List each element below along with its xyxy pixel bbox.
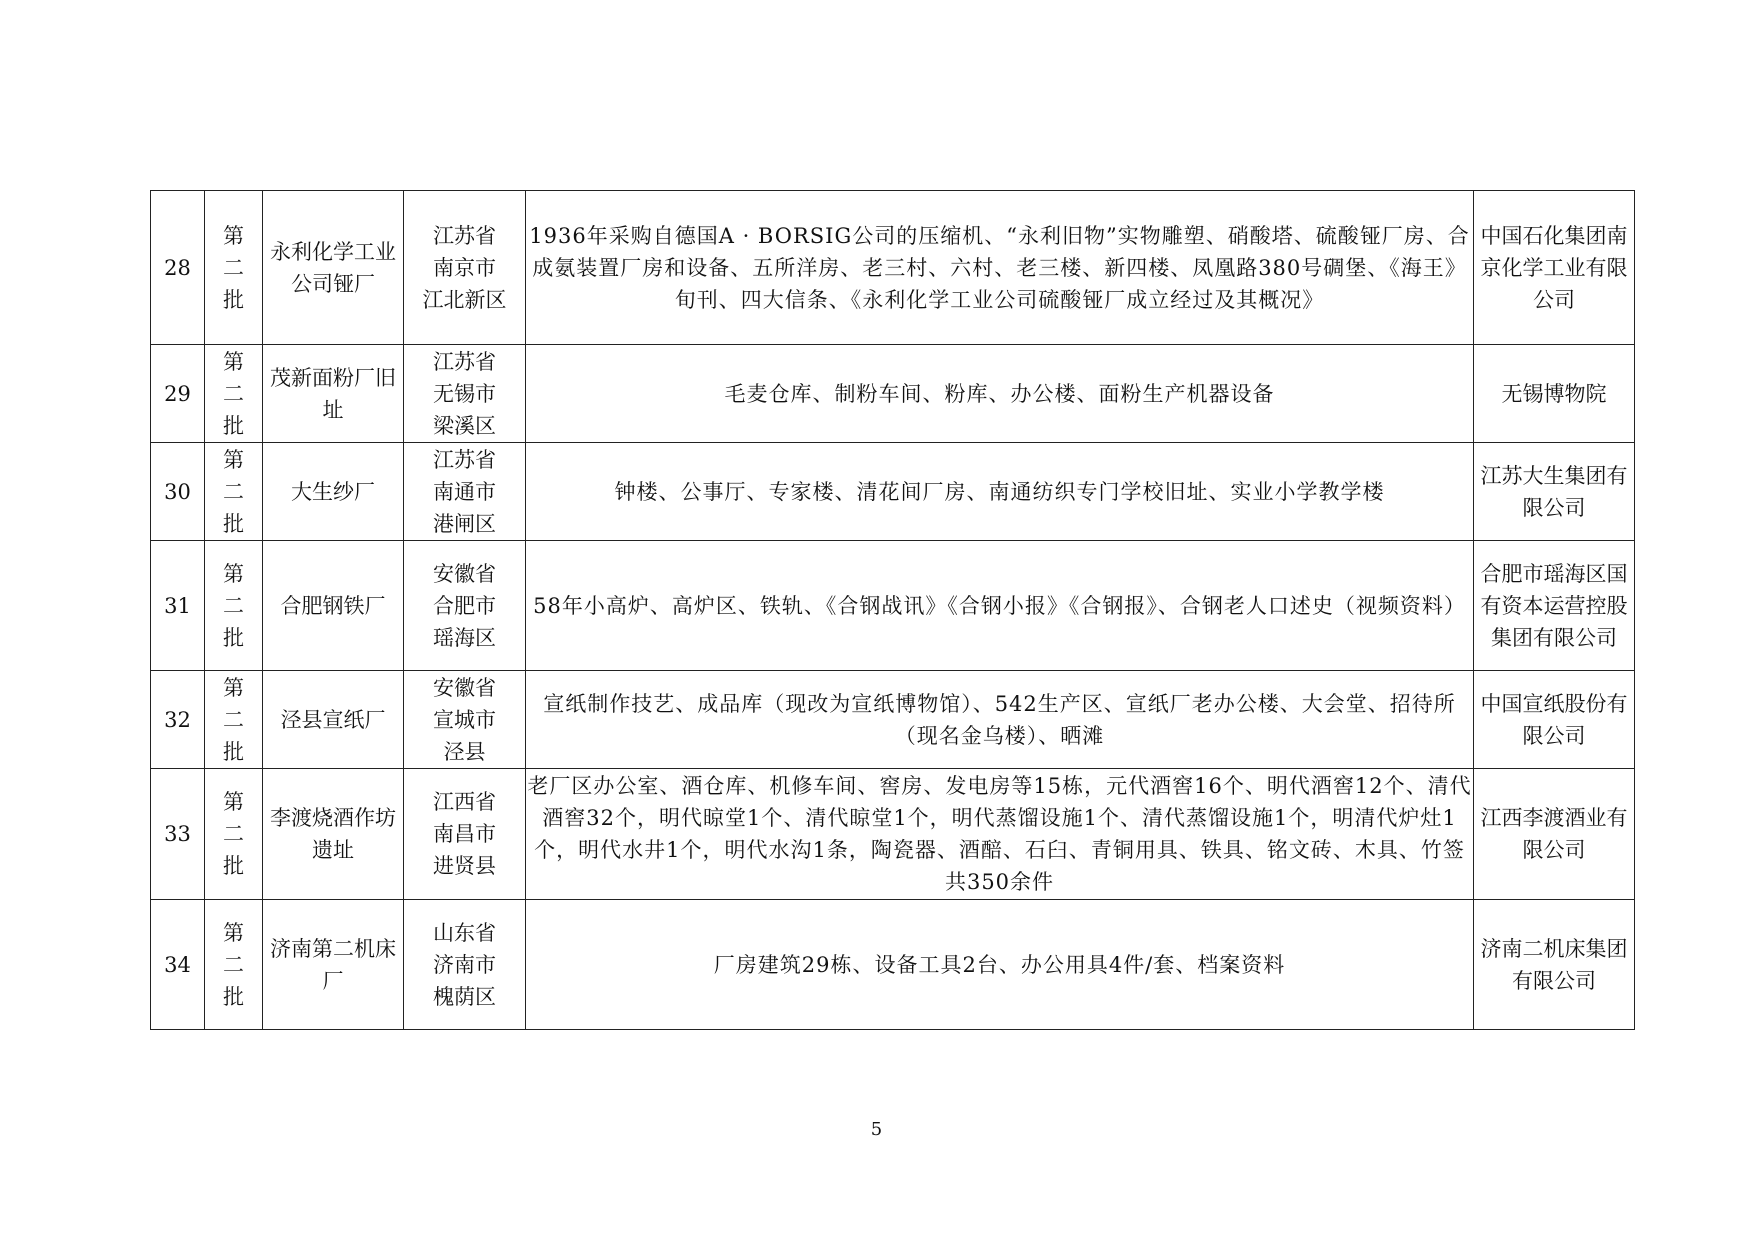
heritage-name: 永利化学工业公司铔厂 — [263, 191, 404, 345]
owner-unit: 合肥市瑶海区国有资本运营控股集团有限公司 — [1474, 541, 1635, 671]
owner-unit: 中国宣纸股份有限公司 — [1474, 671, 1635, 769]
location-text: 江苏省 — [433, 349, 496, 374]
location-text: 江苏省 — [433, 447, 496, 472]
table-row — [151, 769, 1635, 900]
batch-text: 第 — [223, 675, 244, 700]
owner-unit: 中国石化集团南京化学工业有限公司 — [1474, 191, 1635, 345]
location-text: 山东省 — [433, 920, 496, 945]
batch-text: 批 — [223, 511, 244, 536]
location-cell — [404, 671, 526, 769]
batch-text: 二 — [223, 822, 244, 846]
row-index: 34 — [151, 900, 205, 1030]
batch-text: 第 — [223, 349, 244, 374]
location-text: 瑶海区 — [433, 625, 496, 650]
owner-unit: 无锡博物院 — [1474, 345, 1635, 443]
location-text: 安徽省 — [433, 561, 496, 586]
location-text: 宣城市 — [433, 707, 496, 732]
heritage-items: 老厂区办公室、酒仓库、机修车间、窖房、发电房等15栋，元代酒窖16个、明代酒窖12个、清代酒窖32个，明代晾堂1个、清代晾堂1个，明代蒸馏设施1个、清代蒸馏设施1个，明清代炉灶1个，明代水井1个，明代水沟1条，陶瓷器、酒醅、石臼、青铜用具、铁具、铭文砖、木具、竹签共350余件 — [526, 769, 1474, 900]
batch-cell — [205, 443, 263, 541]
heritage-name: 济南第二机床厂 — [263, 900, 404, 1030]
batch-text: 批 — [223, 854, 244, 878]
location-text: 南昌市 — [433, 822, 496, 846]
batch-text: 批 — [223, 739, 244, 764]
batch-text: 二 — [223, 593, 244, 618]
table-body — [151, 191, 1635, 1030]
row-index: 31 — [151, 541, 205, 671]
batch-text: 二 — [223, 255, 244, 280]
row-index: 29 — [151, 345, 205, 443]
row-index: 30 — [151, 443, 205, 541]
industrial-heritage-table — [150, 190, 1635, 1030]
batch-text: 批 — [223, 413, 244, 438]
batch-cell — [205, 900, 263, 1030]
table-row — [151, 443, 1635, 541]
table-row — [151, 541, 1635, 671]
location-text: 梁溪区 — [433, 413, 496, 438]
heritage-name: 泾县宣纸厂 — [263, 671, 404, 769]
location-cell — [404, 769, 526, 900]
location-text: 槐荫区 — [433, 984, 496, 1009]
owner-unit: 江西李渡酒业有限公司 — [1474, 769, 1635, 900]
table-row — [151, 671, 1635, 769]
location-text: 合肥市 — [433, 593, 496, 618]
location-text: 进贤县 — [433, 854, 496, 878]
batch-text: 二 — [223, 707, 244, 732]
batch-text: 批 — [223, 625, 244, 650]
location-text: 泾县 — [443, 739, 486, 764]
location-text: 无锡市 — [433, 381, 496, 406]
table-row — [151, 345, 1635, 443]
batch-text: 第 — [223, 920, 244, 945]
location-text: 南通市 — [433, 479, 496, 504]
heritage-name: 茂新面粉厂旧址 — [263, 345, 404, 443]
batch-text: 批 — [223, 287, 244, 312]
table-row — [151, 191, 1635, 345]
location-text: 安徽省 — [433, 675, 496, 700]
row-index: 28 — [151, 191, 205, 345]
heritage-items: 厂房建筑29栋、设备工具2台、办公用具4件/套、档案资料 — [526, 900, 1474, 1030]
location-text: 江苏省 — [433, 223, 496, 248]
table-row — [151, 900, 1635, 1030]
heritage-items: 毛麦仓库、制粉车间、粉库、办公楼、面粉生产机器设备 — [526, 345, 1474, 443]
owner-unit: 济南二机床集团有限公司 — [1474, 900, 1635, 1030]
batch-text: 第 — [223, 790, 244, 814]
location-cell — [404, 443, 526, 541]
batch-text: 二 — [223, 479, 244, 504]
batch-cell — [205, 541, 263, 671]
batch-text: 第 — [223, 447, 244, 472]
batch-text: 二 — [223, 381, 244, 406]
heritage-name: 合肥钢铁厂 — [263, 541, 404, 671]
heritage-name: 大生纱厂 — [263, 443, 404, 541]
heritage-items: 钟楼、公事厅、专家楼、清花间厂房、南通纺织专门学校旧址、实业小学教学楼 — [526, 443, 1474, 541]
location-cell — [404, 345, 526, 443]
location-text: 南京市 — [433, 255, 496, 280]
batch-cell — [205, 769, 263, 900]
location-text: 江西省 — [433, 790, 496, 814]
heritage-items: 宣纸制作技艺、成品库（现改为宣纸博物馆）、542生产区、宣纸厂老办公楼、大会堂、招待所（现名金乌楼）、晒滩 — [526, 671, 1474, 769]
batch-cell — [205, 345, 263, 443]
batch-text: 第 — [223, 561, 244, 586]
batch-text: 第 — [223, 223, 244, 248]
location-text: 江北新区 — [422, 287, 507, 312]
location-cell — [404, 900, 526, 1030]
heritage-items: 58年小高炉、高炉区、铁轨、《合钢战讯》《合钢小报》《合钢报》、合钢老人口述史（视频资料） — [526, 541, 1474, 671]
heritage-name: 李渡烧酒作坊遗址 — [263, 769, 404, 900]
location-text: 港闸区 — [433, 511, 496, 536]
heritage-items: 1936年采购自德国A · BORSIG公司的压缩机、“永利旧物”实物雕塑、硝酸塔、硫酸铔厂房、合成氨装置厂房和设备、五所洋房、老三村、六村、老三楼、新四楼、凤凰路380号碉堡、《海王》旬刊、四大信条、《永利化学工业公司硫酸铔厂成立经过及其概况》 — [526, 191, 1474, 345]
owner-unit: 江苏大生集团有限公司 — [1474, 443, 1635, 541]
batch-text: 批 — [223, 984, 244, 1009]
batch-cell — [205, 671, 263, 769]
batch-text: 二 — [223, 952, 244, 977]
batch-cell — [205, 191, 263, 345]
location-cell — [404, 541, 526, 671]
row-index: 32 — [151, 671, 205, 769]
row-index: 33 — [151, 769, 205, 900]
page-number: 5 — [870, 1119, 883, 1140]
location-cell — [404, 191, 526, 345]
location-text: 济南市 — [433, 952, 496, 977]
